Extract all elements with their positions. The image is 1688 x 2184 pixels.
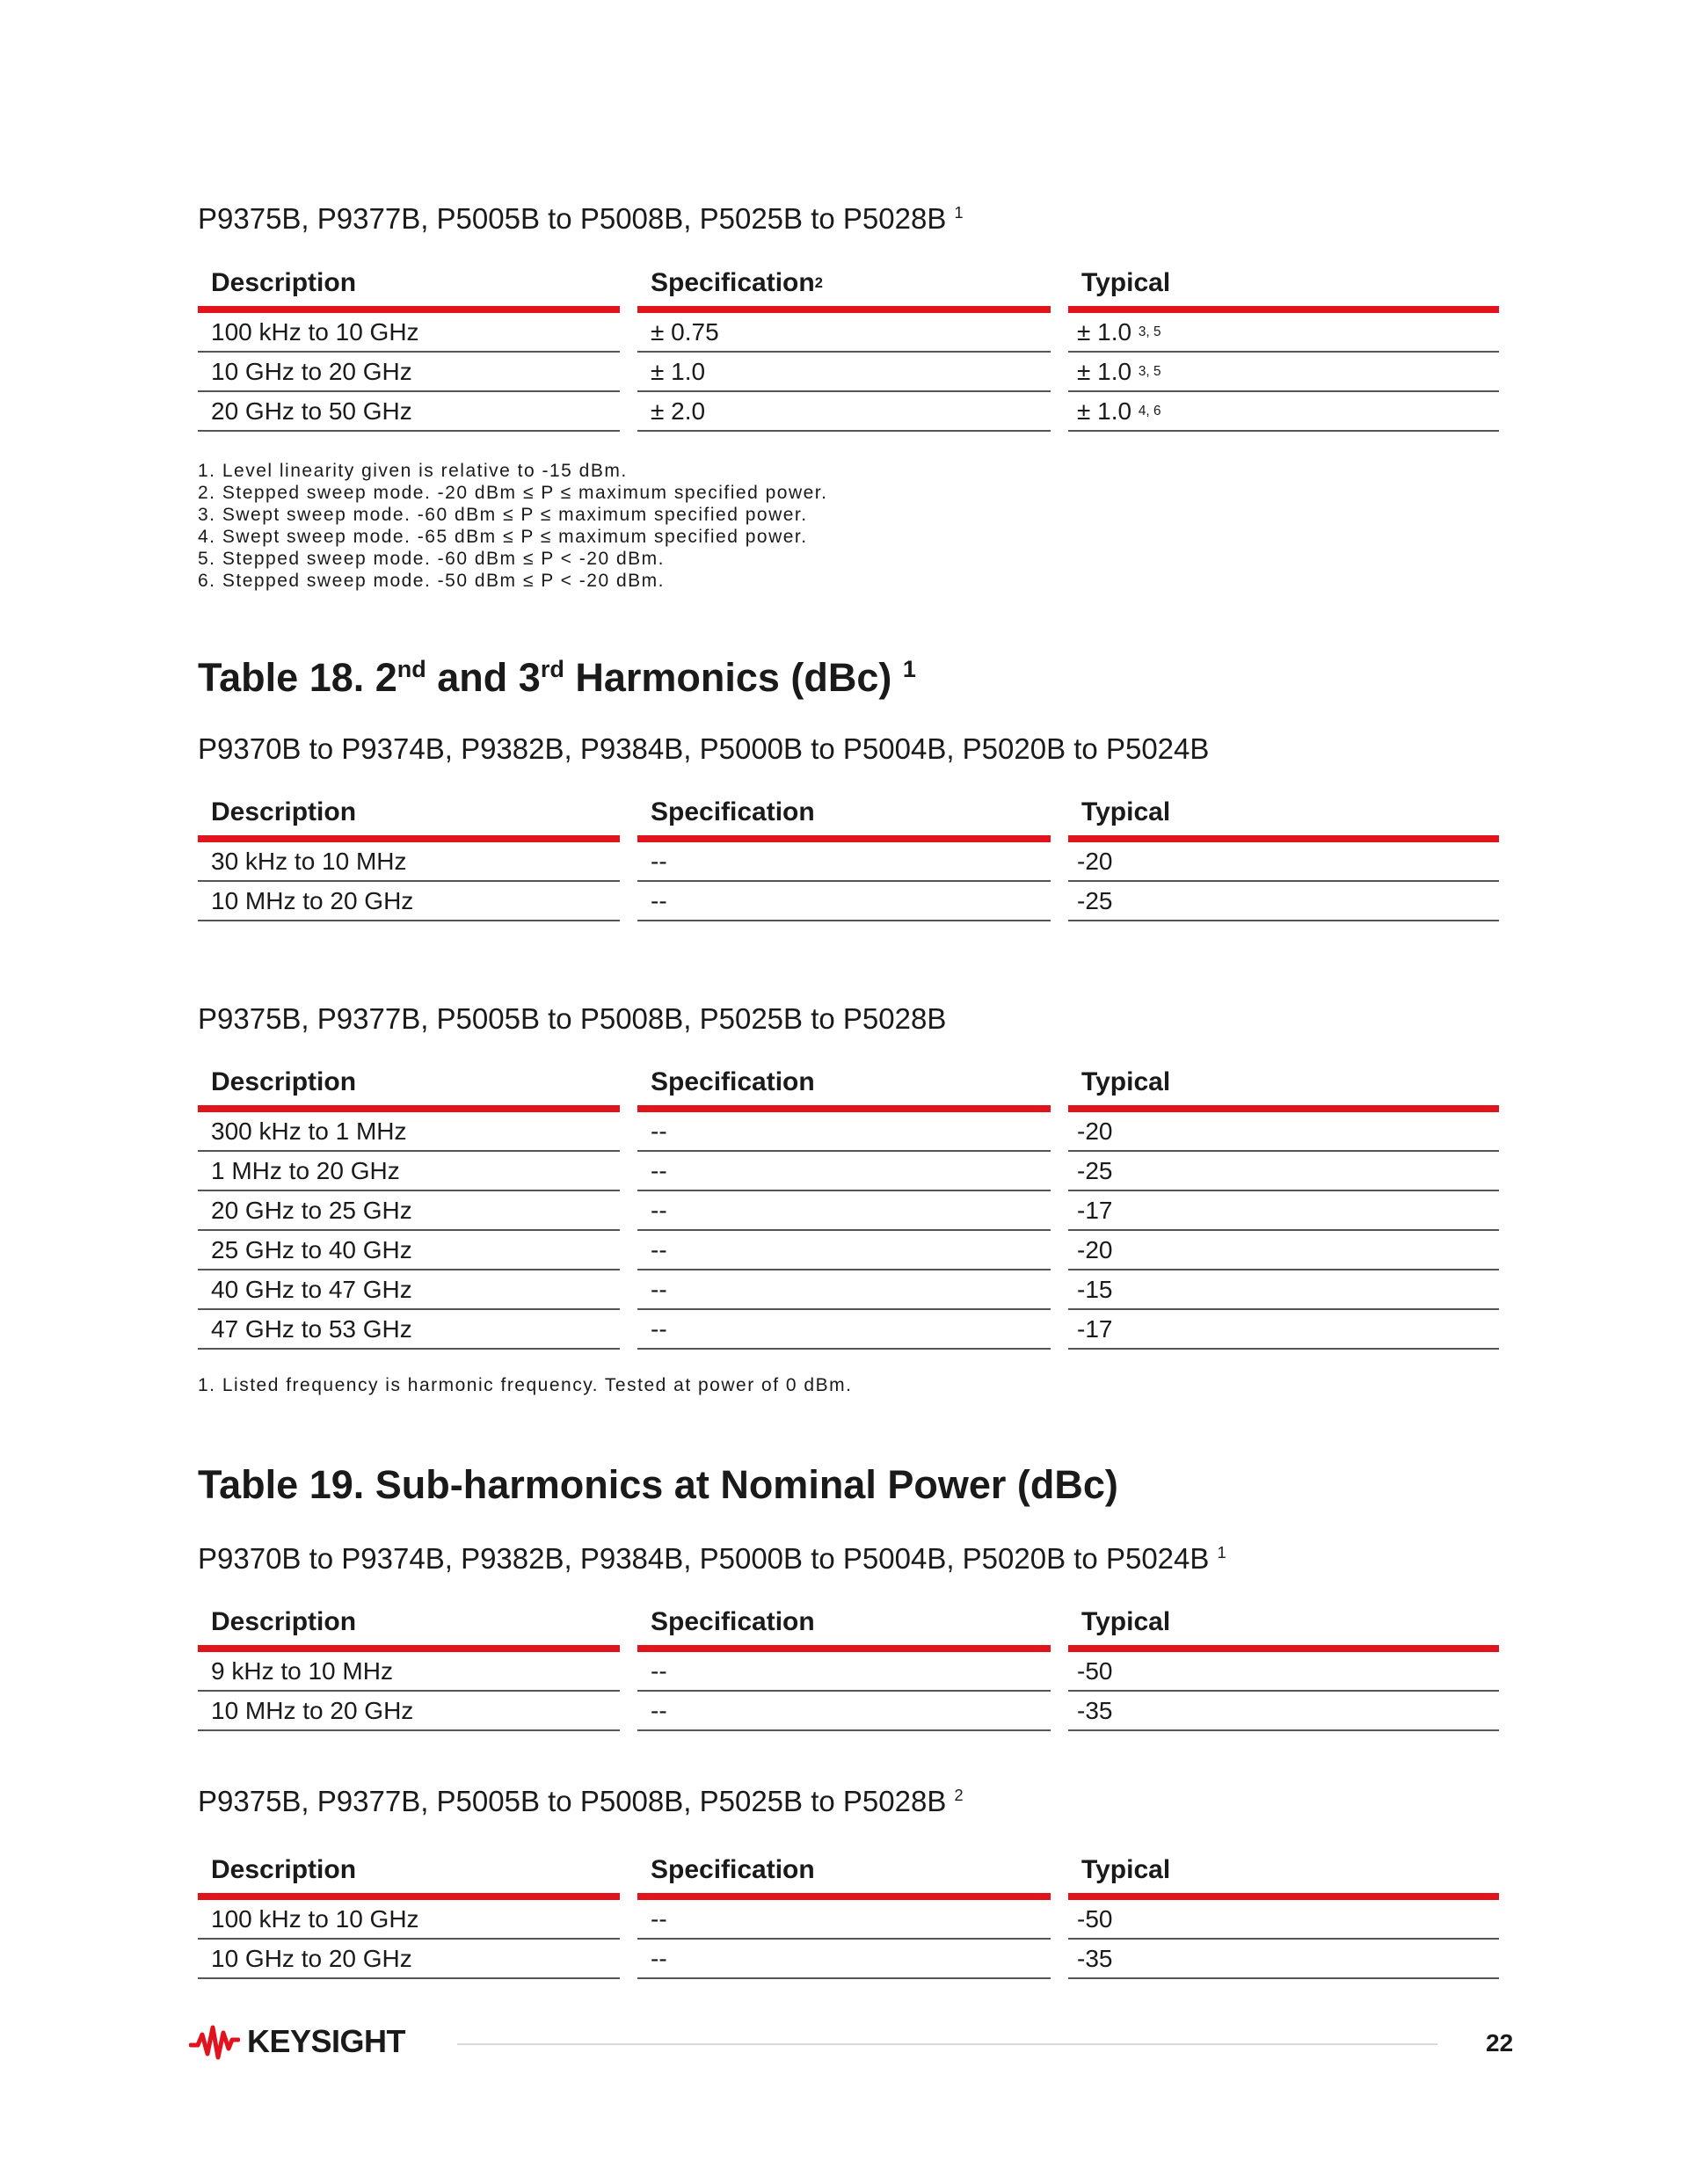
table-row (198, 353, 1481, 392)
header-specification: Specification (637, 1599, 1051, 1652)
cell-description: 25 GHz to 40 GHz (198, 1231, 620, 1270)
cell-description: 30 kHz to 10 MHz (198, 842, 620, 882)
cell-specification: ± 1.0 (637, 353, 1051, 392)
cell-specification: ± 0.75 (637, 313, 1051, 353)
header-typical: Typical (1068, 260, 1499, 313)
table-18-title: Table 18. 2nd and 3rd Harmonics (dBc) $^1$ (198, 655, 916, 700)
table-row (198, 1940, 1481, 1979)
cell-typical: -50 (1068, 1652, 1499, 1692)
cell-description: 40 GHz to 47 GHz (198, 1270, 620, 1310)
cell-typical: -17 (1068, 1191, 1499, 1231)
table-row (198, 1152, 1481, 1191)
table-row (198, 842, 1481, 882)
header-typical: Typical (1068, 1059, 1499, 1112)
product-group-heading: P9375B, P9377B, P5005B to P5008B, P5025B to P5028B (198, 1002, 947, 1035)
footnote: 2. Stepped sweep mode. -20 dBm ≤ P ≤ maximum specified power. (198, 483, 828, 503)
cell-description: 10 GHz to 20 GHz (198, 353, 620, 392)
cell-description: 100 kHz to 10 GHz (198, 1900, 620, 1940)
cell-description: 47 GHz to 53 GHz (198, 1310, 620, 1350)
table-header-row (198, 260, 1481, 313)
cell-specification: ± 2.0 (637, 392, 1051, 432)
header-description: Description (198, 1059, 620, 1112)
cell-specification: -- (637, 1270, 1051, 1310)
table-header-row (198, 790, 1481, 842)
footnotes (198, 460, 827, 592)
cell-description: 20 GHz to 25 GHz (198, 1191, 620, 1231)
keysight-logo (189, 2022, 405, 2061)
cell-typical: -20 (1068, 1231, 1499, 1270)
cell-typical: -35 (1068, 1692, 1499, 1731)
header-description: Description (198, 1847, 620, 1900)
header-specification: Specification 2 (637, 260, 1051, 313)
cell-typical: ± 1.0 4, 6 (1068, 392, 1499, 432)
table-row (198, 1231, 1481, 1270)
cell-typical: -50 (1068, 1900, 1499, 1940)
cell-typical: ± 1.0 3, 5 (1068, 313, 1499, 353)
footnote-ref: 2 (954, 1787, 964, 1804)
footnote-ref: 1 (1217, 1544, 1226, 1562)
table-header-row (198, 1599, 1481, 1652)
cell-description: 20 GHz to 50 GHz (198, 392, 620, 432)
footer-divider (457, 2043, 1437, 2045)
product-group-heading: P9370B to P9374B, P9382B, P9384B, P5000B to P5004B, P5020B to P5024B (198, 732, 1210, 765)
cell-specification: -- (637, 1692, 1051, 1731)
header-typical: Typical (1068, 790, 1499, 842)
cell-specification: -- (637, 1940, 1051, 1979)
footnote: 1. Level linearity given is relative to -15 dBm. (198, 461, 628, 481)
cell-description: 10 GHz to 20 GHz (198, 1940, 620, 1979)
table-row (198, 1310, 1481, 1350)
cell-specification: -- (637, 1152, 1051, 1191)
header-description: Description (198, 1599, 620, 1652)
table-header-row (198, 1059, 1481, 1112)
footnote: 5. Stepped sweep mode. -60 dBm ≤ P < -20 dBm. (198, 549, 665, 569)
table-19-title: Table 19. Sub-harmonics at Nominal Power (dBc) (198, 1462, 1118, 1507)
table-row (198, 313, 1481, 353)
table-row (198, 392, 1481, 432)
cell-specification: -- (637, 1310, 1051, 1350)
harmonics-table-a (198, 790, 1481, 921)
cell-description: 9 kHz to 10 MHz (198, 1652, 620, 1692)
table-row (198, 1270, 1481, 1310)
table-row (198, 1652, 1481, 1692)
page-number: 22 (1486, 2029, 1514, 2057)
header-typical: Typical (1068, 1599, 1499, 1652)
cell-typical: -25 (1068, 1152, 1499, 1191)
cell-specification: -- (637, 1652, 1051, 1692)
subharmonics-table-a (198, 1599, 1481, 1731)
footnotes (198, 1374, 852, 1396)
cell-description: 100 kHz to 10 GHz (198, 313, 620, 353)
cell-typical: -20 (1068, 1112, 1499, 1152)
footnote: 1. Listed frequency is harmonic frequency. Tested at power of 0 dBm. (198, 1375, 853, 1395)
product-group-heading: P9375B, P9377B, P5005B to P5008B, P5025B to P5028B $^1$ (198, 202, 964, 235)
cell-typical: -35 (1068, 1940, 1499, 1979)
header-description: Description (198, 260, 620, 313)
footnote-ref: 1 (902, 656, 916, 682)
harmonics-table-b (198, 1059, 1481, 1350)
level-linearity-table (198, 260, 1481, 432)
cell-typical: -17 (1068, 1310, 1499, 1350)
header-specification: Specification (637, 790, 1051, 842)
product-group-heading: P9375B, P9377B, P5005B to P5008B, P5025B to P5028B $^2$ (198, 1785, 964, 1817)
cell-description: 10 MHz to 20 GHz (198, 1692, 620, 1731)
header-specification: Specification (637, 1059, 1051, 1112)
table-row (198, 1112, 1481, 1152)
waveform-icon (189, 2022, 240, 2061)
header-typical: Typical (1068, 1847, 1499, 1900)
cell-specification: -- (637, 1191, 1051, 1231)
table-header-row (198, 1847, 1481, 1900)
cell-typical: -15 (1068, 1270, 1499, 1310)
table-row (198, 1191, 1481, 1231)
subharmonics-table-b (198, 1847, 1481, 1979)
cell-specification: -- (637, 1112, 1051, 1152)
footnote: 6. Stepped sweep mode. -50 dBm ≤ P < -20 dBm. (198, 571, 665, 591)
footnote: 3. Swept sweep mode. -60 dBm ≤ P ≤ maximum specified power. (198, 505, 808, 525)
cell-typical: ± 1.0 3, 5 (1068, 353, 1499, 392)
table-row (198, 1692, 1481, 1731)
footnote-ref: 1 (954, 204, 964, 222)
table-row (198, 1900, 1481, 1940)
footnote: 4. Swept sweep mode. -65 dBm ≤ P ≤ maximum specified power. (198, 527, 808, 547)
cell-specification: -- (637, 882, 1051, 921)
cell-specification: -- (637, 842, 1051, 882)
product-group-heading: P9370B to P9374B, P9382B, P9384B, P5000B to P5004B, P5020B to P5024B $^1$ (198, 1542, 1226, 1575)
cell-description: 10 MHz to 20 GHz (198, 882, 620, 921)
cell-description: 1 MHz to 20 GHz (198, 1152, 620, 1191)
header-specification: Specification (637, 1847, 1051, 1900)
table-row (198, 882, 1481, 921)
header-description: Description (198, 790, 620, 842)
cell-typical: -25 (1068, 882, 1499, 921)
cell-description: 300 kHz to 1 MHz (198, 1112, 620, 1152)
cell-specification: -- (637, 1231, 1051, 1270)
cell-specification: -- (637, 1900, 1051, 1940)
brand-wordmark: KEYSIGHT (247, 2023, 406, 2059)
cell-typical: -20 (1068, 842, 1499, 882)
